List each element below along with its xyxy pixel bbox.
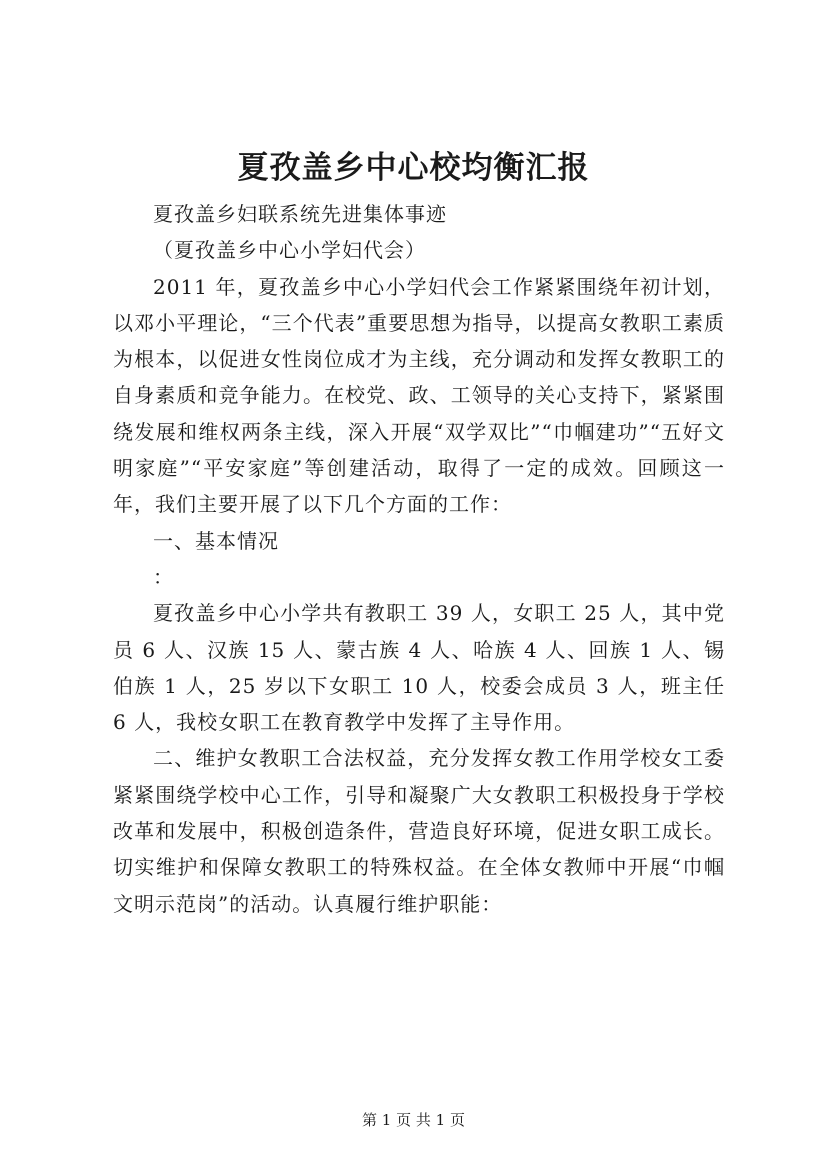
- page-footer: 第 1 页 共 1 页: [362, 1111, 465, 1129]
- document-subtitle: 夏孜盖乡妇联系统先进集体事迹: [153, 202, 447, 226]
- section-heading-basic: 一、基本情况: [153, 528, 279, 553]
- paragraph-colon: ：: [153, 564, 174, 589]
- document-organization: （夏孜盖乡中心小学妇代会）: [153, 238, 426, 263]
- document-title: 夏孜盖乡中心校均衡汇报: [237, 150, 590, 186]
- paragraph-staff-stats: 夏孜盖乡中心小学共有教职工 39 人，女职工 25 人，其中党员 6 人、汉族 15 人、蒙古族 4 人、哈族 4 人、回族 1 人、锡伯族 1 人，25 岁以下女职工 10 人，校委会成员 3 人，班主任 6 人，我校女职工在教育教学中发挥了主导作用。: [113, 601, 725, 735]
- paragraph-intro: 2011 年，夏孜盖乡中心小学妇代会工作紧紧围绕年初计划，以邓小平理论，“三个代表”重要思想为指导，以提高女教职工素质为根本，以促进女性岗位成才为主线，充分调动和发挥女教职工的自身素质和竞争能力。在校党、政、工领导的关心支持下，紧紧围绕发展和维权两条主线，深入开展“双学双比”“巾帼建功”“五好文明家庭”“平安家庭”等创建活动，取得了一定的成效。回顾这一年，我们主要开展了以下几个方面的工作：: [113, 274, 725, 517]
- paragraph-rights: 二、维护女教职工合法权益，充分发挥女教工作用学校女工委紧紧围绕学校中心工作，引导和凝聚广大女教职工积极投身于学校改革和发展中，积极创造条件，营造良好环境，促进女职工成长。切实维护和保障女教职工的特殊权益。在全体女教师中开展“巾帼文明示范岗”的活动。认真履行维护职能：: [113, 746, 725, 916]
- document-body: [113, 196, 725, 922]
